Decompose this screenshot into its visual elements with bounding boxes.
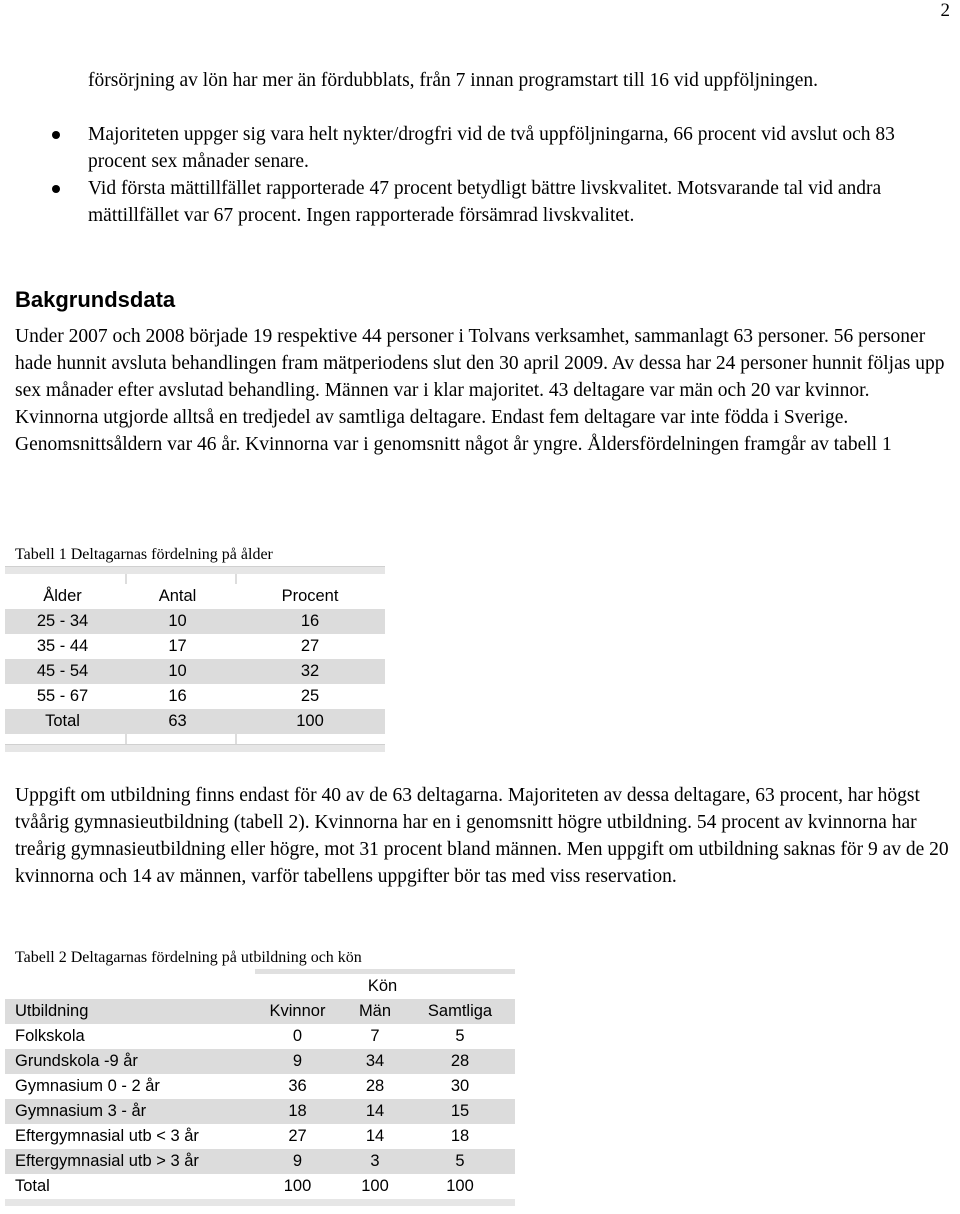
table-cell: 63 [168,712,187,730]
table-cell: 100 [361,1177,389,1195]
table-row [5,634,385,659]
table-bottom-rule [5,1199,515,1206]
table-cell: 28 [365,1077,385,1095]
table-cell: 14 [365,1127,385,1145]
table-row [5,1099,515,1124]
table-spacer [5,734,385,744]
page-number: 2 [940,0,950,21]
table-total-row [5,1174,515,1199]
table-group-header-row [5,974,515,999]
header-cell: Samtliga [427,1002,493,1020]
table-cell: Total [15,1177,50,1195]
header-cell: Kvinnor [269,1002,326,1020]
table-cell: 18 [288,1102,307,1120]
section-heading: Bakgrundsdata [15,287,176,312]
table-cell: 3 [370,1152,380,1170]
age-table [5,566,385,752]
table-cell: Gymnasium 3 - år [15,1102,147,1120]
header-cell: Procent [281,587,339,605]
table-cell: 16 [168,687,187,705]
group-header-cell: Kön [367,977,398,995]
table-top-rule [5,566,385,574]
table-cell: 34 [365,1052,385,1070]
table-row [5,1124,515,1149]
header-cell: Antal [158,587,197,605]
table-cell: Eftergymnasial utb > 3 år [15,1152,199,1170]
table-row [5,609,385,634]
education-table [5,969,515,1206]
bullet-text: Vid första mättillfället rapporterade 47 procent betydligt bättre livskvalitet. Motsvarande tal vid andra mättillfället var 67 procent. Ingen rapporterade försämrad livskvalitet. [88,178,882,226]
table-cell: 27 [288,1127,307,1145]
table-cell: 55 - 67 [36,687,89,705]
table-row [5,1024,515,1049]
bullet-item [0,121,950,175]
table-cell: 14 [365,1102,385,1120]
bullet-item [0,175,950,229]
table-cell: Folkskola [15,1027,85,1045]
table-cell: Total [45,712,80,730]
header-cell: Ålder [43,587,82,605]
table-row [5,1074,515,1099]
background-paragraph: Under 2007 och 2008 började 19 respektive 44 personer i Tolvans verksamhet, sammanlagt 63 personer. 56 personer hade hunnit avsluta behandlingen fram mätperiodens slut den 30 april 2009. Av dessa har 24 personer hunnit följas upp sex månader efter avslutad behandling. Männen var i klar majoritet. 43 deltagare var män och 20 var kvinnor. Kvinnorna utgjorde alltså en tredjedel av samtliga deltagare. Endast fem deltagare var inte födda i Sverige. Genomsnittsåldern var 46 år. Kvinnorna var i genomsnitt något år yngre. Åldersfördelningen framgår av tabell 1 [15,326,945,455]
table-cell: 100 [446,1177,474,1195]
table-cell: 25 [300,687,320,705]
table-cell: Grundskola -9 år [15,1052,138,1070]
table-cell: 27 [300,637,320,655]
table1-caption: Tabell 1 Deltagarnas fördelning på ålder [15,546,273,563]
table-cell: 15 [450,1102,470,1120]
table-row [5,684,385,709]
intro-continuation: försörjning av lön har mer än fördubblats, från 7 innan programstart till 16 vid uppföljningen. [88,70,819,91]
header-cell: Män [358,1002,392,1020]
table-cell: 30 [450,1077,470,1095]
table-header-row [5,999,515,1024]
bullet-text: Majoriteten uppger sig vara helt nykter/drogfri vid de två uppföljningarna, 66 procent vid avslut och 83 procent sex månader senare. [88,124,895,172]
table-cell: 32 [300,662,320,680]
table-spacer [5,574,385,584]
table-cell: 7 [370,1027,380,1045]
education-paragraph: Uppgift om utbildning finns endast för 40 av de 63 deltagarna. Majoriteten av dessa deltagare, 63 procent, har högst tvåårig gymnasieutbildning (tabell 2). Kvinnorna har en i genomsnitt högre utbildning. 54 procent av kvinnorna har treårig gymnasieutbildning eller högre, mot 31 procent bland männen. Men uppgift om utbildning saknas för 9 av de 20 kvinnorna och 14 av männen, varför tabellens uppgifter bör tas med viss reservation. [15,785,949,887]
header-cell: Utbildning [15,1002,89,1020]
table-cell: 17 [168,637,187,655]
table-cell: Eftergymnasial utb < 3 år [15,1127,199,1145]
table-cell: 36 [288,1077,307,1095]
table-cell: 9 [292,1052,303,1070]
table-header-row [5,584,385,609]
bullet-list [0,121,950,229]
table-cell: 5 [455,1152,465,1170]
table-row [5,1049,515,1074]
bullet-dot-icon [52,131,60,139]
table-cell: Gymnasium 0 - 2 år [15,1077,160,1095]
table-row [5,1149,515,1174]
table-cell: 28 [450,1052,470,1070]
table-row [5,659,385,684]
table-cell: 35 - 44 [36,637,89,655]
table-cell: 100 [283,1177,312,1195]
table-total-row [5,709,385,734]
table-cell: 10 [168,662,187,680]
table-cell: 5 [455,1027,465,1045]
table-cell: 100 [296,712,324,730]
table-bottom-rule [5,744,385,752]
table-cell: 10 [168,612,187,630]
table-cell: 45 - 54 [36,662,89,680]
table-cell: 0 [292,1027,303,1045]
bullet-dot-icon [52,185,60,193]
table-cell: 18 [450,1127,470,1145]
table-cell: 16 [300,612,320,630]
table-cell: 25 - 34 [36,612,89,630]
table2-caption: Tabell 2 Deltagarnas fördelning på utbildning och kön [15,949,362,966]
table-cell: 9 [292,1152,303,1170]
